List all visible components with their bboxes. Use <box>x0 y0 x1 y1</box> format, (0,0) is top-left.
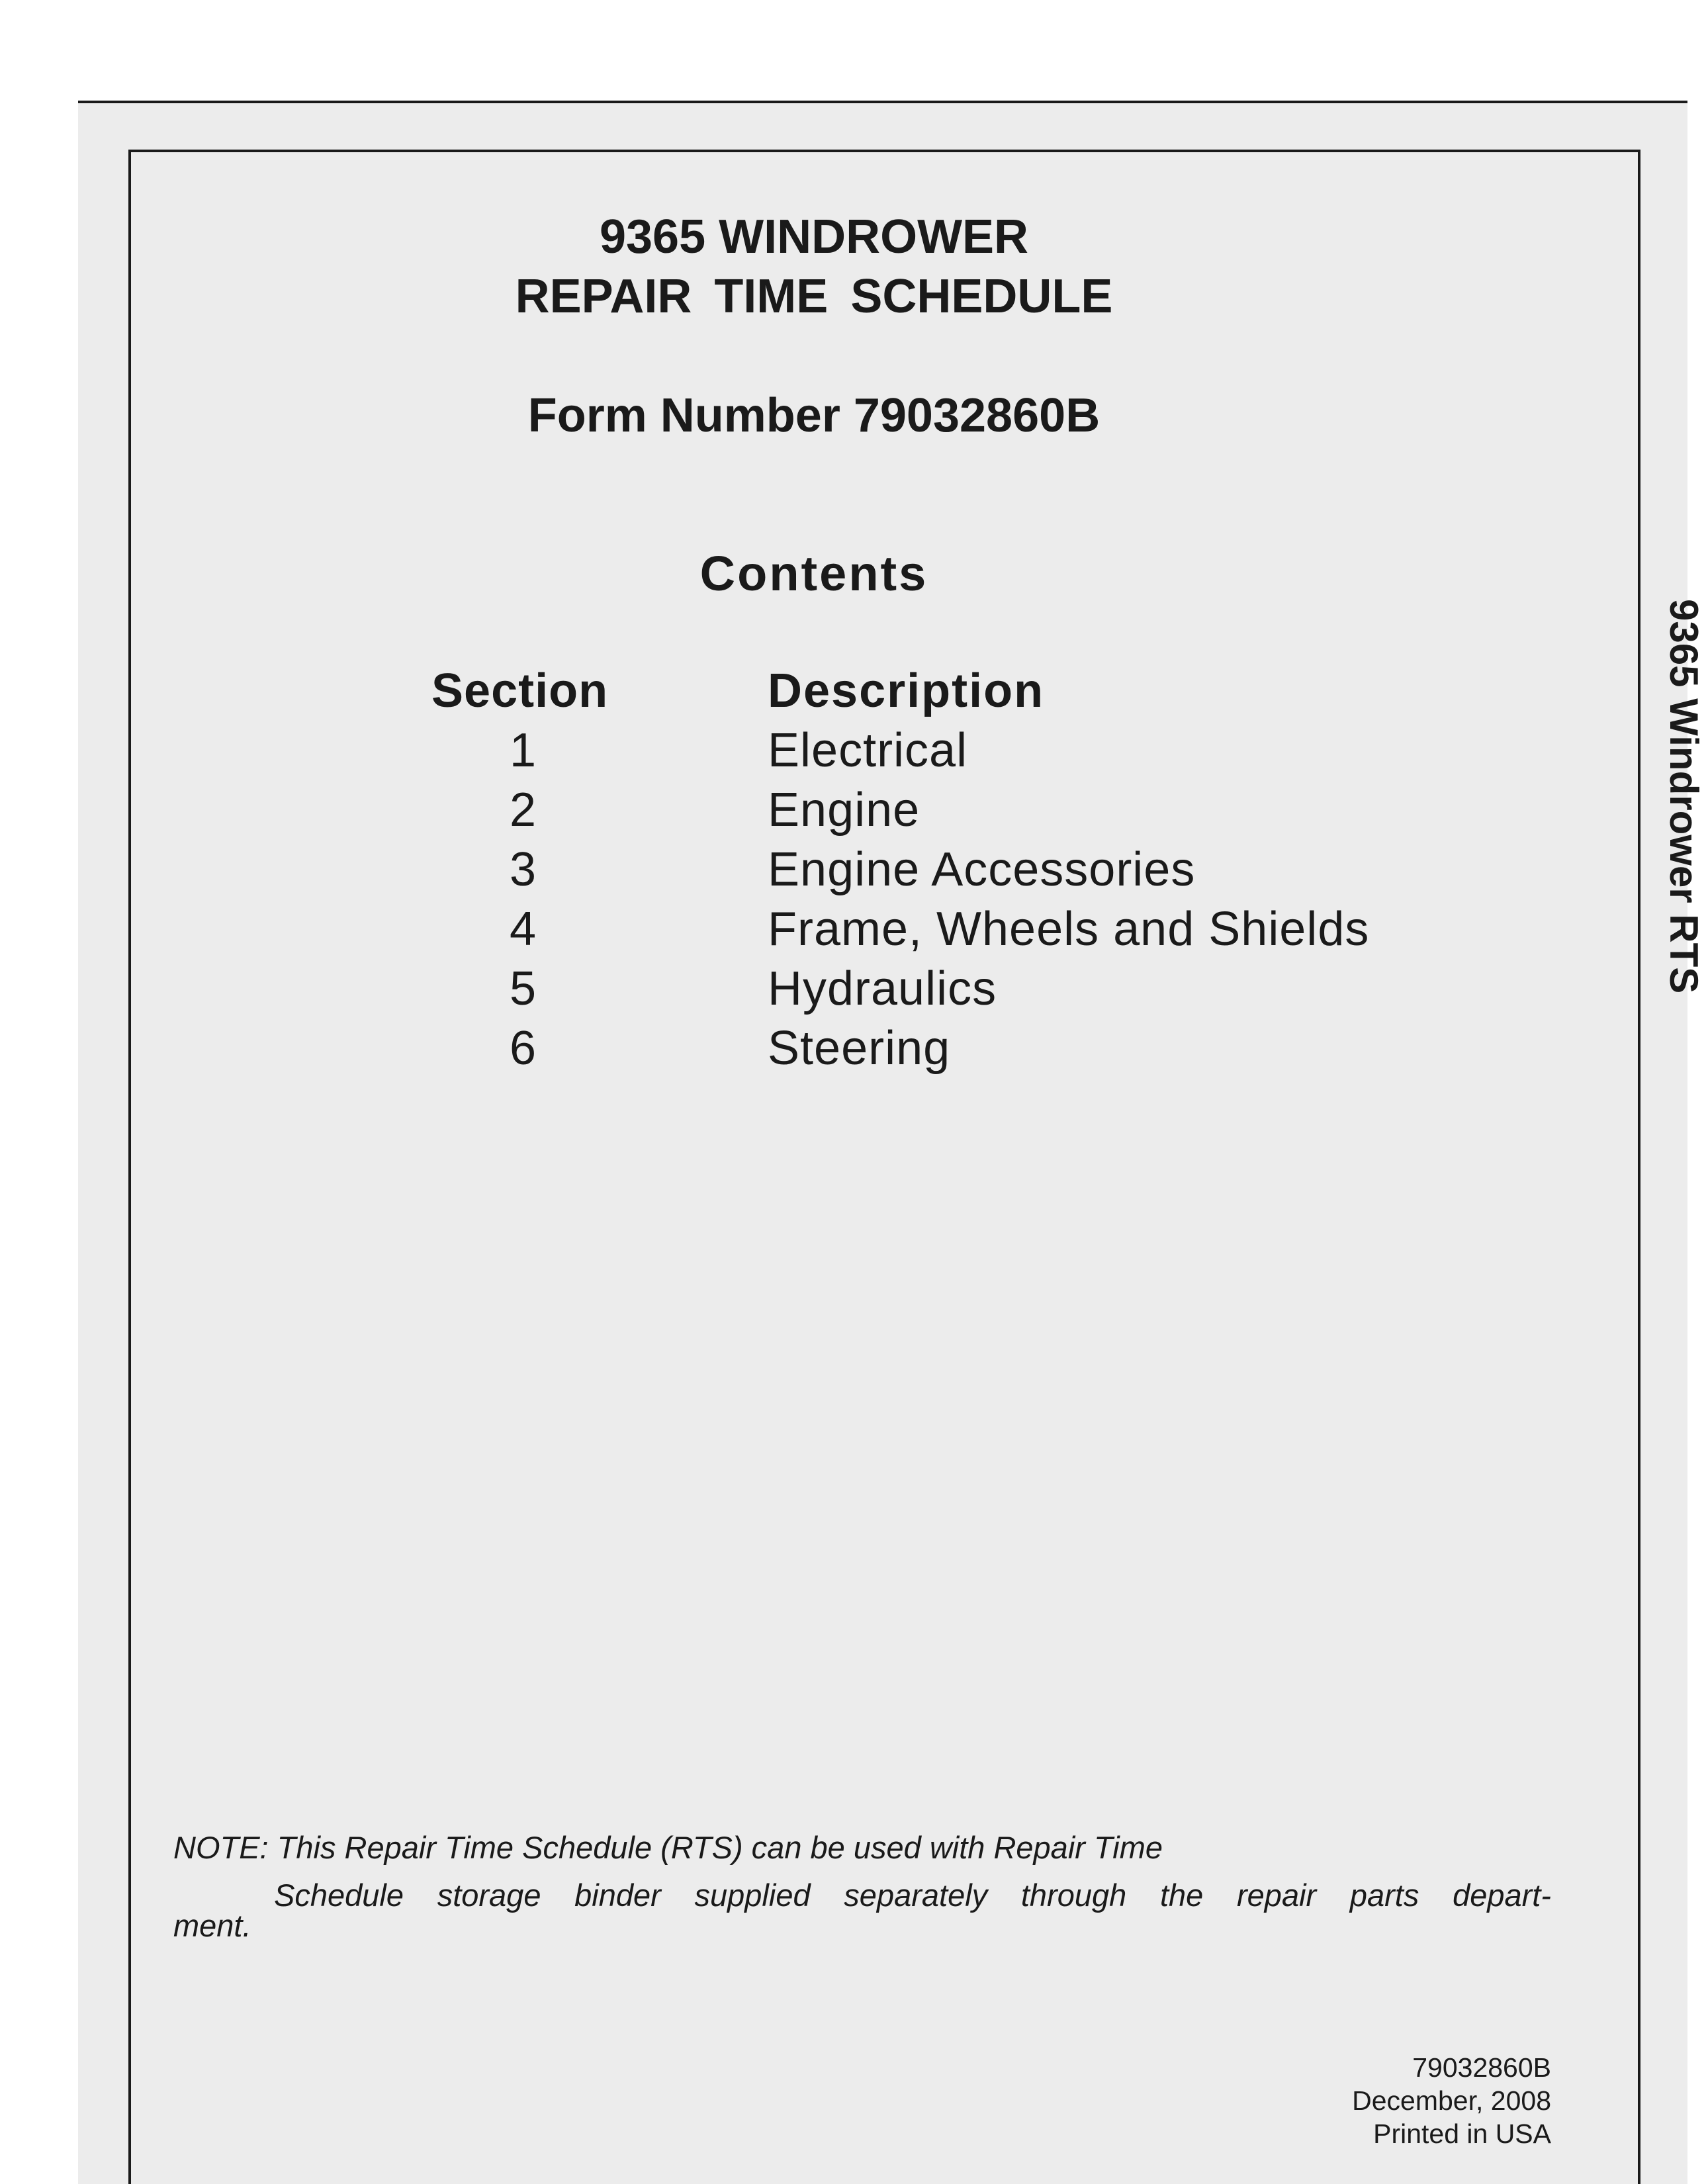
description-column-header: Description <box>768 664 1045 717</box>
note-text-line-2: Schedule storage binder supplied separately through the repair parts depart- <box>274 1878 1551 1913</box>
note-text-line-1: NOTE: This Repair Time Schedule (RTS) can be used with Repair Time <box>173 1830 1163 1865</box>
section-column-header: Section <box>431 664 609 717</box>
spine-label: 9365 Windrower RTS <box>1662 599 1706 994</box>
toc-row[interactable] <box>0 786 1628 846</box>
toc-row[interactable] <box>0 843 1628 905</box>
toc-row[interactable] <box>0 1024 1628 1084</box>
note-text-line-3: ment. <box>173 1908 251 1943</box>
document-title: 9365 WINDROWER <box>599 210 1029 263</box>
toc-description: Electrical <box>768 724 968 777</box>
toc-section-number: 6 <box>509 1022 537 1075</box>
document-subtitle: REPAIR TIME SCHEDULE <box>515 270 1113 323</box>
toc-section-number: 2 <box>509 784 537 837</box>
toc-description: Hydraulics <box>768 962 997 1015</box>
contents-heading: Contents <box>699 546 928 601</box>
toc-section-number: 5 <box>509 962 537 1015</box>
spine-tab <box>1646 599 1706 996</box>
form-number-heading: Form Number 79032860B <box>527 389 1100 442</box>
toc-row[interactable] <box>0 724 1628 786</box>
toc-description: Engine Accessories <box>768 843 1196 896</box>
toc-description: Steering <box>768 1022 951 1075</box>
toc-section-number: 4 <box>509 903 537 956</box>
toc-description: Frame, Wheels and Shields <box>768 903 1370 956</box>
toc-section-number: 3 <box>509 843 537 896</box>
toc-row[interactable] <box>0 962 1628 1024</box>
toc-section-number: 1 <box>509 724 537 777</box>
footer-printed-location: Printed in USA <box>1373 2118 1551 2149</box>
toc-row[interactable] <box>0 905 1628 965</box>
toc-description: Engine <box>768 784 920 837</box>
footer-date: December, 2008 <box>1352 2085 1551 2116</box>
footer-form-number: 79032860B <box>1412 2052 1551 2083</box>
